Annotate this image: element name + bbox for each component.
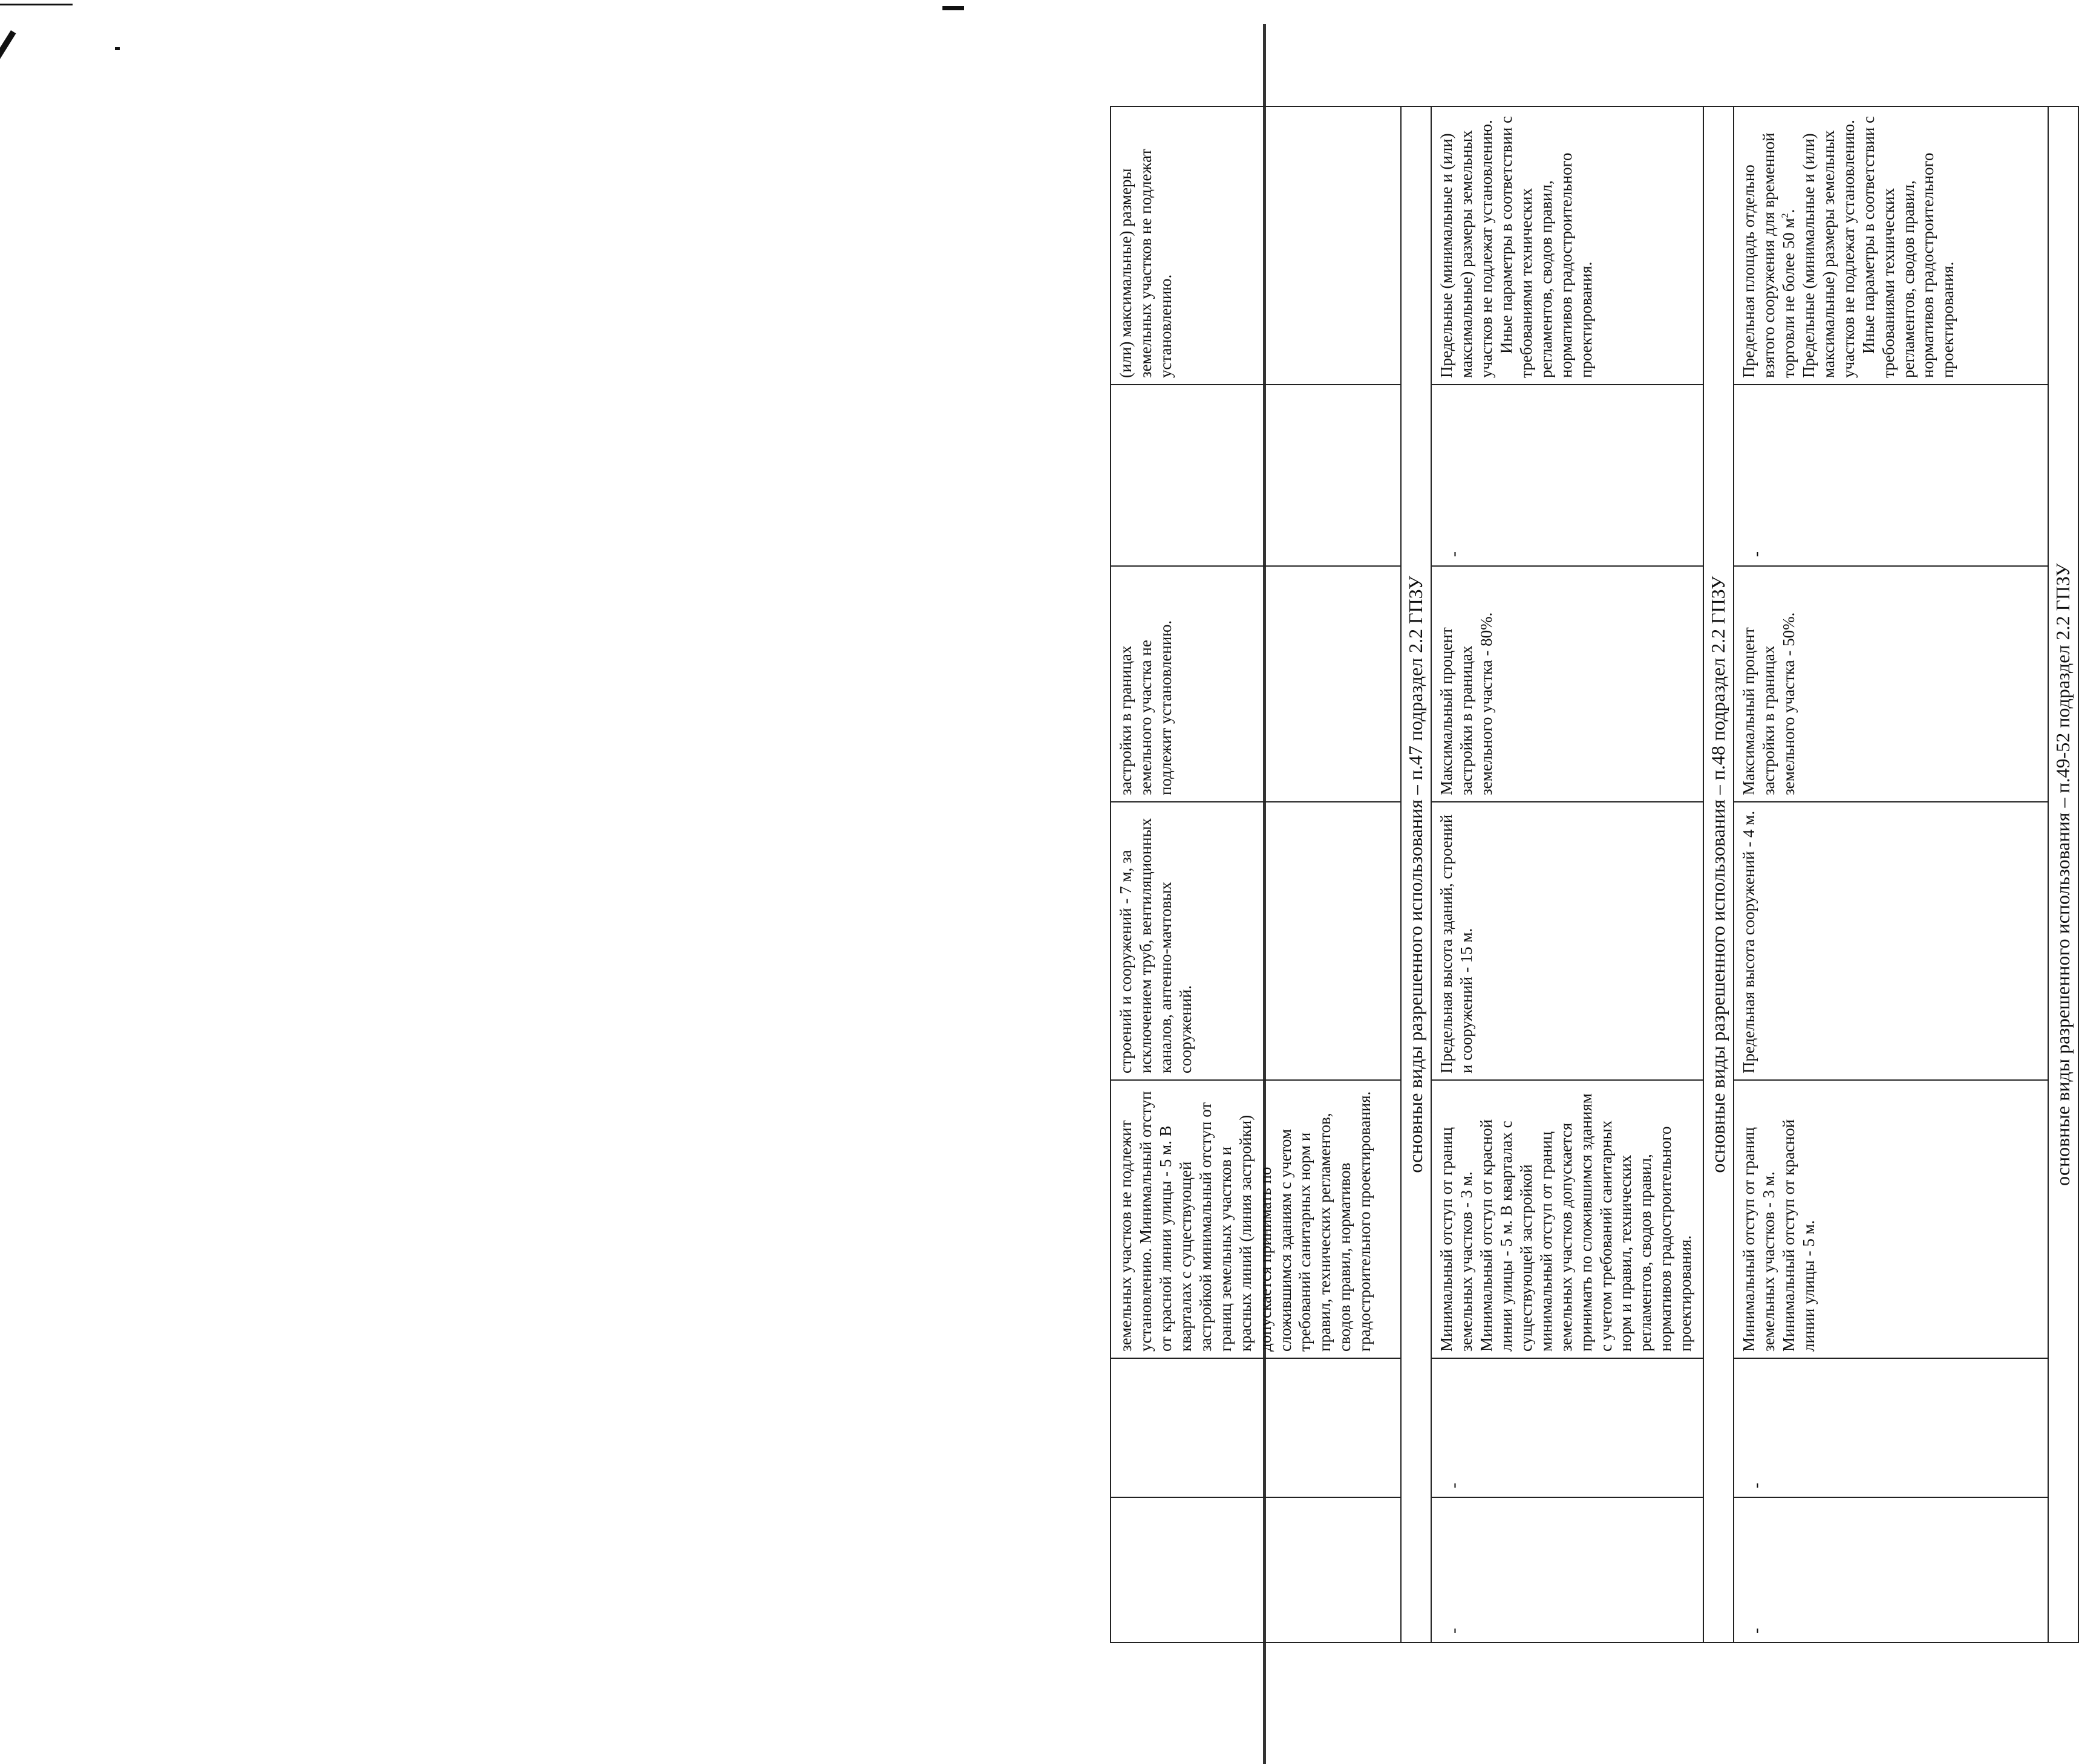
cell-r2-c1: - [1431, 1497, 1703, 1642]
cell-r1-c1 [1111, 1497, 1401, 1642]
table-row-continued [1111, 106, 1401, 1642]
table-row [1431, 106, 1703, 1642]
cell-r3-c7-other: Иные параметры в соответствии с требованиями технических регламентов, сводов правил, нормативов градостроительного проектирования. [1859, 116, 1957, 378]
cell-r3-c7 [1734, 106, 2048, 385]
cell-r2-c5: Максимальный процент застройки в границах земельного участка - 80%. [1431, 566, 1703, 802]
area-end: . [1779, 209, 1798, 213]
cell-r2-c6: - [1431, 385, 1703, 566]
section-header-49-52: основные виды разрешенного использования – п.49-52 подраздел 2.2 ГПЗУ [2048, 106, 2078, 1642]
cell-r3-c1: - [1734, 1497, 2048, 1642]
section-header-row [1401, 106, 1431, 1642]
cell-r2-c7-sizes: Предельные (минимальные и (или) максимальные) размеры земельных участков не подлежат установлению. [1437, 120, 1495, 378]
scan-mark-dot [115, 47, 120, 50]
cell-r3-c3: Минимальный отступ от границ земельных участков - 3 м. Минимальный отступ от красной линии улицы - 5 м. [1734, 1080, 2048, 1358]
cell-r2-c4: Предельная высота зданий, строений и сооружений - 15 м. [1431, 802, 1703, 1080]
section-header-row [1703, 106, 1734, 1642]
table-row [1734, 106, 2048, 1642]
cell-r1-c4: строений и сооружений - 7 м, за исключением труб, вентиляционных каналов, антенно-мачтовых сооружений. [1111, 802, 1401, 1080]
cell-r3-c4: Предельная высота сооружений - 4 м. [1734, 802, 2048, 1080]
rotated-table-page [1110, 107, 2078, 1643]
cell-r1-c7: (или) максимальные) размеры земельных участков не подлежат установлению. [1111, 106, 1401, 385]
area-superscript: 2 [1780, 213, 1790, 218]
area-text: Предельная площадь отдельно взятого сооружения для временной торговли не более 50 м [1740, 132, 1798, 378]
cell-r2-c3: Минимальный отступ от границ земельных участков - 3 м. Минимальный отступ от красной линии улицы - 5 м. В кварталах с существующей застройкой минимальный отступ от границ земельных участков допускается принимать по сложившимся зданиям с учетом требований санитарных норм и правил, технических регламентов, сводов правил, нормативов градостроительного проектирования. [1431, 1080, 1703, 1358]
cell-r3-c7-area [1739, 113, 1799, 378]
cell-r1-c2 [1111, 1358, 1401, 1497]
cell-r3-c7-sizes: Предельные (минимальные и (или) максимальные) размеры земельных участков не подлежат установлению. [1799, 120, 1858, 378]
cell-r1-c5: застройки в границах земельного участка не подлежит установлению. [1111, 566, 1401, 802]
scan-mark-left-stroke [0, 30, 16, 116]
section-header-row [2048, 106, 2078, 1642]
section-header-47: основные виды разрешенного использования – п.47 подраздел 2.2 ГПЗУ [1401, 106, 1431, 1642]
cell-r3-c2: - [1734, 1358, 2048, 1497]
cell-r2-c7-other: Иные параметры в соответствии с требованиями технических регламентов, сводов правил, нормативов градостроительного проектирования. [1496, 116, 1595, 378]
cell-r2-c2: - [1431, 1358, 1703, 1497]
cell-r3-c5: Максимальный процент застройки в границах земельного участка - 50%. [1734, 566, 2048, 802]
cell-r1-c3: земельных участков не подлежит установлению. Минимальный отступ от красной линии улицы - 5 м. В кварталах с существующей застройкой минимальный отступ от границ земельных участков и красных линий (линия застройки) допускается принимать по сложившимся зданиям с учетом требований санитарных норм и правил, технических регламентов, сводов правил, нормативов градостроительного проектирования. [1111, 1080, 1401, 1358]
cell-r2-c7 [1431, 106, 1703, 385]
scan-mark-top-right-dash [942, 6, 964, 10]
cell-r1-c6 [1111, 385, 1401, 566]
regulation-table [1110, 106, 2079, 1643]
scan-mark-top-left-line [0, 4, 73, 5]
section-header-48: основные виды разрешенного использования – п.48 подраздел 2.2 ГПЗУ [1703, 106, 1734, 1642]
cell-r3-c6: - [1734, 385, 2048, 566]
